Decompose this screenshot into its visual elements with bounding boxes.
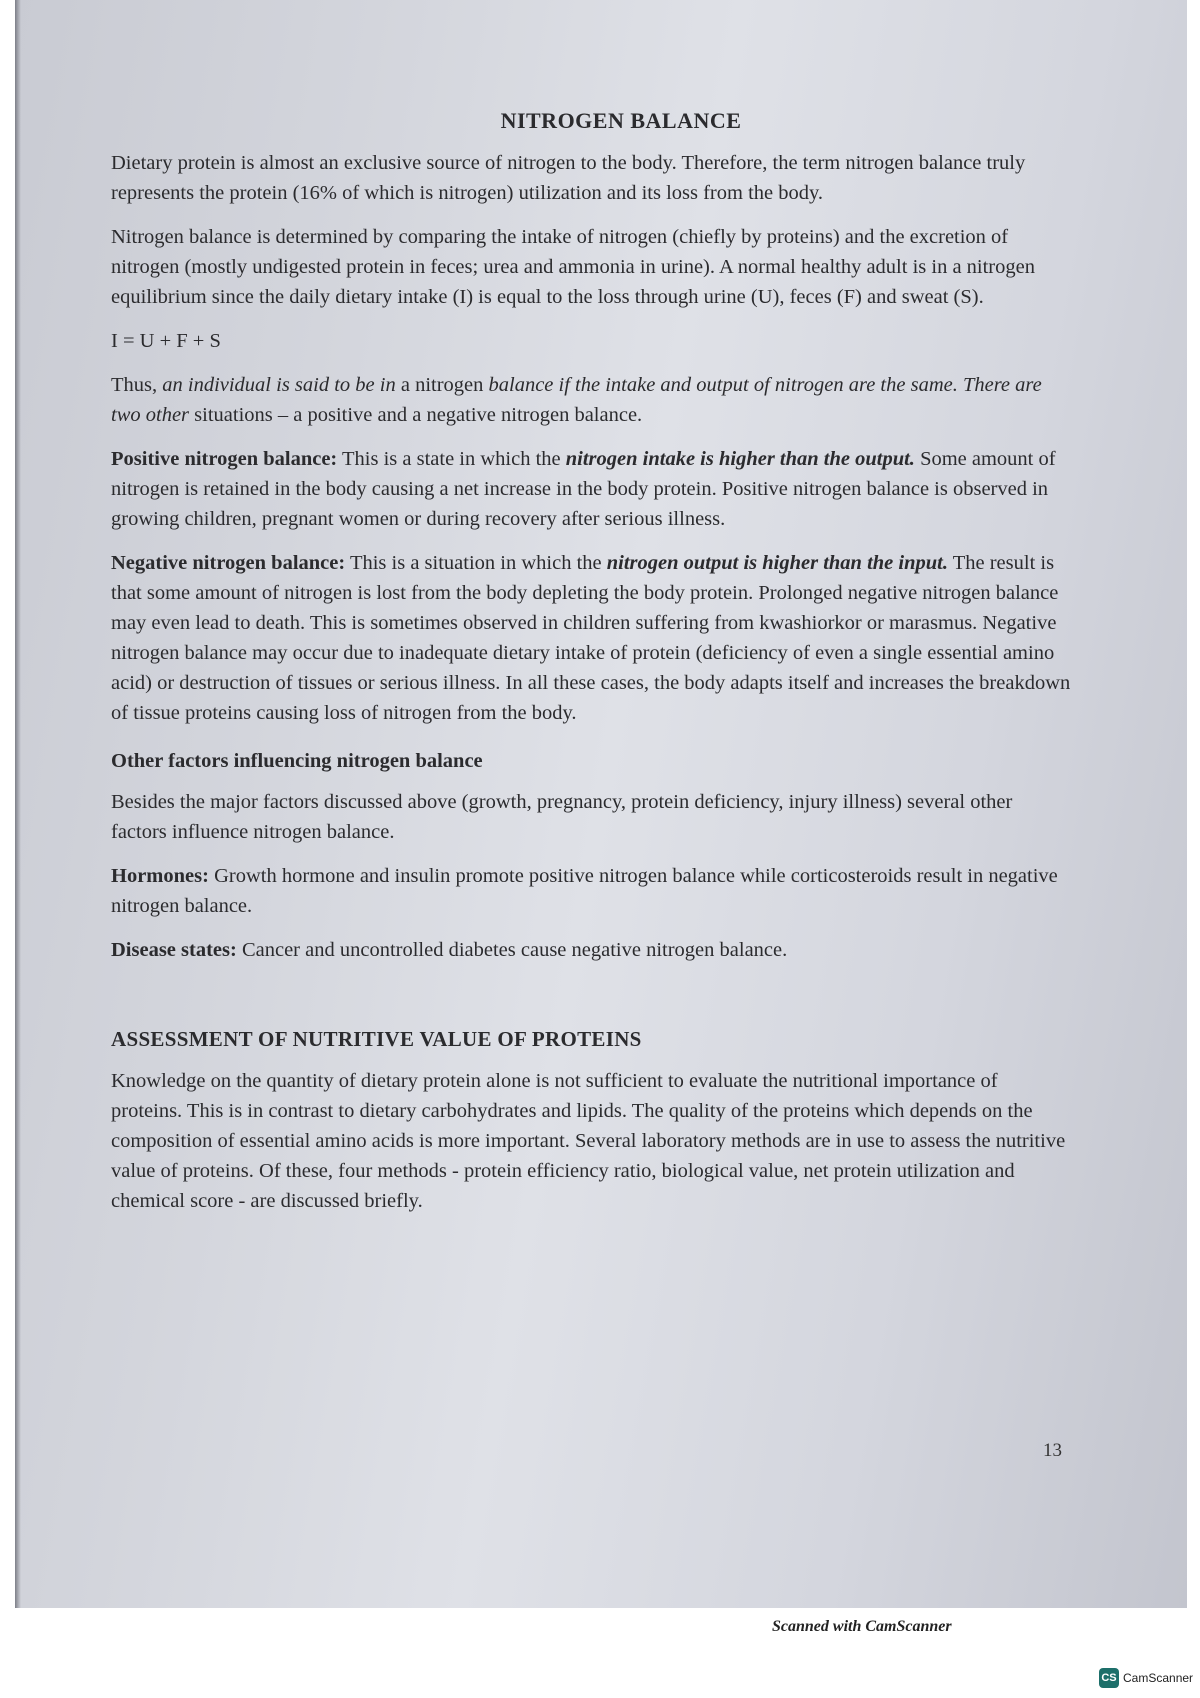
text-run: Cancer and uncontrolled diabetes cause negative nitrogen balance. — [236, 939, 788, 961]
text-run: This is a state in which the — [337, 448, 566, 470]
scanned-page — [15, 0, 1187, 1608]
negative-balance-emphasis: nitrogen output is higher than the input. — [606, 552, 948, 574]
text-run: The result is that some amount of nitrogen is lost from the body depleting the body protein. Prolonged negative nitrogen balance may even lead to death. This is sometimes observed in children suffering from kwashiorkor or marasmus. Negative nitrogen balance may occur due to inadequate dietary intake of protein (deficiency of even a single essential amino acid) or destruction of tissues or serious illness. In all these cases, the body adapts itself and increases the breakdown of tissue proteins causing loss of nitrogen from the body. — [111, 552, 1071, 724]
positive-balance-paragraph — [111, 444, 1071, 534]
balance-equation: I = U + F + S — [111, 330, 221, 352]
balance-definition-paragraph — [111, 370, 1071, 430]
page-title: NITROGEN BALANCE — [500, 108, 742, 133]
text-run: a nitrogen — [395, 374, 489, 396]
italic-run: an individual is said to be in — [162, 374, 396, 396]
text-run: Some amount of nitrogen is retained in the body causing a net increase in the body protein. Positive nitrogen balance is observed in growing children, pregnant women or during recovery after serious illness. — [111, 448, 1056, 530]
hormones-label: Hormones: — [111, 865, 209, 887]
camscanner-badge — [1099, 1668, 1193, 1688]
page-text — [111, 108, 1071, 1230]
assessment-section-heading: ASSESSMENT OF NUTRITIVE VALUE OF PROTEINS — [111, 1027, 642, 1051]
page-number: 13 — [1043, 1440, 1062, 1461]
other-factors-paragraph: Besides the major factors discussed above (growth, pregnancy, protein deficiency, injury illness) several other factors influence nitrogen balance. — [111, 791, 1013, 843]
camscanner-logo-icon: CS — [1099, 1668, 1119, 1688]
assessment-paragraph: Knowledge on the quantity of dietary protein alone is not sufficient to evaluate the nutritional importance of proteins. This is in contrast to dietary carbohydrates and lipids. The quality of the proteins which depends on the composition of essential amino acids is more important. Several laboratory methods are in use to assess the nutritive value of proteins. Of these, four methods - protein efficiency ratio, biological value, net protein utilization and chemical score - are discussed briefly. — [111, 1070, 1066, 1212]
italic-run: balance if the intake and output of nitrogen are the same. There are two other — [111, 374, 1042, 426]
positive-balance-label: Positive nitrogen balance: — [111, 448, 338, 470]
positive-balance-emphasis: nitrogen intake is higher than the output. — [565, 448, 915, 470]
text-run: Thus, — [111, 374, 163, 396]
hormones-paragraph — [111, 861, 1071, 921]
disease-states-paragraph — [111, 935, 1071, 965]
text-run: Growth hormone and insulin promote positive nitrogen balance while corticosteroids result in negative nitrogen balance. — [111, 865, 1058, 917]
text-run: situations – a positive and a negative nitrogen balance. — [189, 404, 643, 426]
negative-balance-label: Negative nitrogen balance: — [111, 552, 346, 574]
negative-balance-paragraph — [111, 548, 1071, 728]
text-run: This is a situation in which the — [345, 552, 607, 574]
camscanner-name: CamScanner — [1123, 1671, 1194, 1685]
disease-states-label: Disease states: — [111, 939, 237, 961]
determination-paragraph: Nitrogen balance is determined by comparing the intake of nitrogen (chiefly by proteins) and the excretion of nitrogen (mostly undigested protein in feces; urea and ammonia in urine). A normal healthy adult is in a nitrogen equilibrium since the daily dietary intake (I) is equal to the loss through urine (U), feces (F) and sweat (S). — [111, 226, 1035, 308]
other-factors-heading: Other factors influencing nitrogen balance — [111, 750, 483, 772]
scanned-with-watermark: Scanned with CamScanner — [772, 1618, 952, 1635]
intro-paragraph: Dietary protein is almost an exclusive source of nitrogen to the body. Therefore, the term nitrogen balance truly represents the protein (16% of which is nitrogen) utilization and its loss from the body. — [111, 152, 1026, 204]
